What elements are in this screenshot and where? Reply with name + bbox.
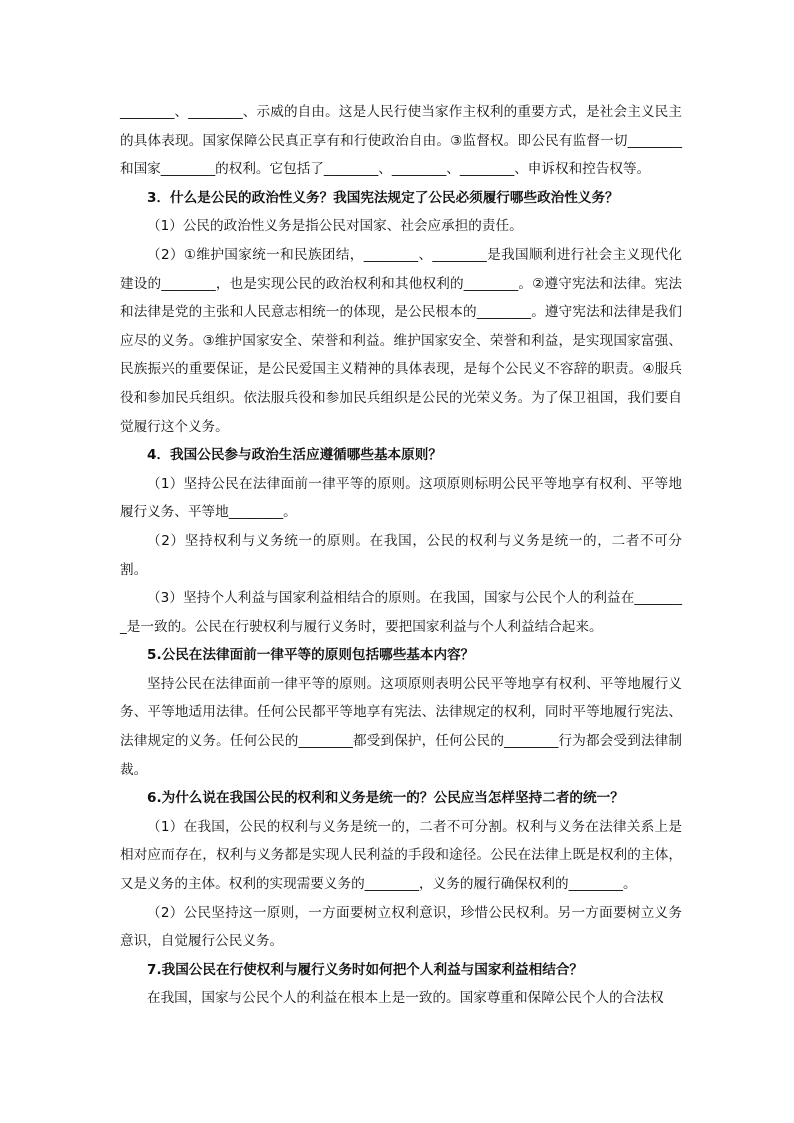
question-heading: 5.公民在法律面前一律平等的原则包括哪些基本内容？ <box>147 647 475 664</box>
question-heading: 3．什么是公民的政治性义务？我国宪法规定了公民必须履行哪些政治性义务？ <box>147 189 619 206</box>
paragraph: 坚持公民在法律面前一律平等的原则。这项原则表明公民平等地享有权利、平等地履行义务、平等地适用法律。任何公民都平等地享有宪法、法律规定的权利，同时平等地履行宪法、法律规定的义务。任何公民的________都受到保护，任何公民的________行为都会受到法律制裁。 <box>120 675 682 778</box>
paragraph: （2）坚持权利与义务统一的原则。在我国，公民的权利与义务是统一的，二者不可分割。 <box>120 532 682 578</box>
document-page <box>120 98 682 1013</box>
paragraph: （2）①维护国家统一和民族团结，________、________是我国顺利进行社会主义现代化建设的________，也是实现公民的政治权利和其他权利的________。②遵守宪法和法律。宪法和法律是党的主张和人民意志相统一的体现，是公民根本的________。遵守宪法和法律是我们应尽的义务。③维护国家安全、荣誉和利益。维护国家安全、荣誉和利益，是实现国家富强、民族振兴的重要保证，是公民爱国主义精神的具体表现，是每个公民义不容辞的职责。④服兵役和参加民兵组织。依法服兵役和参加民兵组织是公民的光荣义务。为了保卫祖国，我们要自觉履行这个义务。 <box>120 246 682 435</box>
paragraph: （1）坚持公民在法律面前一律平等的原则。这项原则标明公民平等地享有权利、平等地履行义务、平等地________。 <box>120 475 682 521</box>
paragraph: （1）公民的政治性义务是指公民对国家、社会应承担的责任。 <box>147 218 523 235</box>
paragraph: （2）公民坚持这一原则，一方面要树立权利意识，珍惜公民权利。另一方面要树立义务意识，自觉履行公民义务。 <box>120 904 682 950</box>
question-heading: 4．我国公民参与政治生活应遵循哪些基本原则？ <box>147 447 442 464</box>
paragraph: ________、________、示威的自由。这是人民行使当家作主权利的重要方式，是社会主义民主的具体表现。国家保障公民真正享有和行使政治自由。③监督权。即公民有监督一切________和国家________的权利。它包括了________、________、________、申诉权和控告权等。 <box>120 104 682 178</box>
paragraph: （3）坚持个人利益与国家利益相结合的原则。在我国，国家与公民个人的利益在________是一致的。公民在行驶权利与履行义务时，要把国家利益与个人利益结合起来。 <box>120 590 682 635</box>
question-heading: 6.为什么说在我国公民的权利和义务是统一的？公民应当怎样坚持二者的统一？ <box>147 790 624 807</box>
document-body <box>120 98 682 1013</box>
paragraph: （1）在我国，公民的权利与义务是统一的，二者不可分割。权利与义务在法律关系上是相对应而存在，权利与义务都是实现人民利益的手段和途径。公民在法律上既是权利的主体，又是义务的主体。权利的实现需要义务的________，义务的履行确保权利的________。 <box>120 818 682 893</box>
question-heading: 7.我国公民在行使权利与履行义务时如何把个人利益与国家利益相结合？ <box>147 961 584 978</box>
paragraph: 在我国，国家与公民个人的利益在根本上是一致的。国家尊重和保障公民个人的合法权 <box>147 990 664 1007</box>
